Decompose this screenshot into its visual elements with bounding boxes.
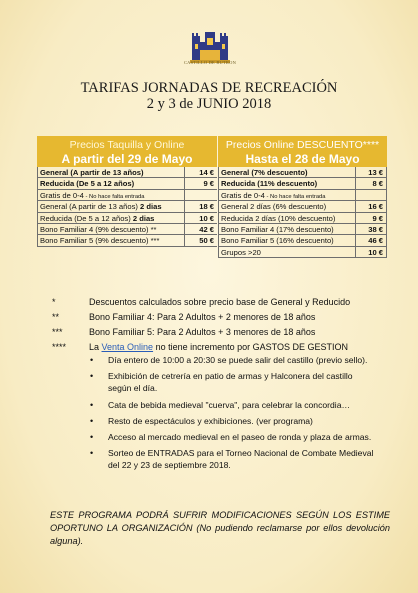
list-item-text: Resto de espectáculos y exhibiciones. (ver programa) <box>108 415 313 426</box>
right-header-line2: Hasta el 28 de Mayo <box>245 152 360 166</box>
footnote-pre: La <box>89 342 102 352</box>
table-row <box>37 178 387 189</box>
left-label <box>37 190 184 201</box>
left-header-line2: A partir del 29 de Mayo <box>61 152 193 166</box>
right-label-text: Gratis de 0-4 <box>221 190 265 200</box>
castle-logo-icon <box>190 30 230 64</box>
left-header-line1: Precios Taquilla y Online <box>69 139 185 151</box>
page-title: TARIFAS JORNADAS DE RECREACIÓN <box>80 80 338 96</box>
list-item <box>90 447 374 471</box>
footnotes <box>52 296 392 356</box>
right-label: Bono Familiar 4 (17% descuento) <box>218 224 355 235</box>
right-label <box>218 190 355 201</box>
right-header-line1: Precios Online DESCUENTO**** <box>225 139 380 151</box>
left-price: 18 € <box>184 201 217 212</box>
list-item-text: Acceso al mercado medieval en el paseo de ronda y plaza de armas. <box>108 432 372 443</box>
right-price: 10 € <box>355 247 387 258</box>
left-label: Bono Familiar 5 (9% descuento) *** <box>37 235 184 246</box>
right-label-note: - No hace falta entrada <box>264 193 326 200</box>
list-item <box>90 415 374 427</box>
left-price: 9 € <box>184 178 217 189</box>
right-label: Reducida 2 días (10% descuento) <box>218 213 355 224</box>
left-label: Bono Familiar 4 (9% descuento) ** <box>37 224 184 235</box>
venta-online-link[interactable]: Venta Online <box>101 342 154 352</box>
footnote-text: Bono Familiar 5: Para 2 Adultos + 3 menores de 18 años <box>89 327 316 337</box>
left-price <box>184 247 217 258</box>
left-label-text: Reducida (De 5 a 12 años) <box>40 213 133 223</box>
footnote-mark: ** <box>52 312 60 322</box>
list-item-text: Día entero de 10:00 a 20:30 se puede salir del castillo (previo sello). <box>108 355 368 365</box>
table-rows <box>37 167 387 258</box>
left-price: 42 € <box>184 224 217 235</box>
right-price <box>355 190 387 201</box>
bullet-icon: • <box>90 432 94 443</box>
left-price: 50 € <box>184 235 217 246</box>
right-label: General (7% descuento) <box>218 167 355 178</box>
right-price: 13 € <box>355 167 387 178</box>
left-price <box>184 190 217 201</box>
left-label-note: - No hace falta entrada <box>83 193 145 200</box>
table-row <box>37 224 387 235</box>
list-item-text: Cata de bebida medieval "cuerva", para celebrar la concordia… <box>108 399 351 410</box>
footnote-rest: no tiene incremento por GASTOS DE GESTION <box>153 342 348 352</box>
left-label: General (A partir de 13 años) <box>37 167 184 178</box>
left-label-text: Gratis de 0-4 <box>40 190 84 200</box>
table-row <box>37 235 387 246</box>
list-item <box>90 354 374 366</box>
list-item-text: Exhibición de cetrería en patio de armas y Halconera del castillo según el día. <box>108 371 353 394</box>
left-label <box>37 247 184 258</box>
right-label: Reducida (11% descuento) <box>218 178 355 189</box>
right-price: 46 € <box>355 235 387 246</box>
footnote-text: Descuentos calculados sobre precio base de General y Reducido <box>89 297 351 307</box>
footnote-mark: *** <box>52 327 63 337</box>
list-item <box>90 431 374 443</box>
footnote-text: Bono Familiar 4: Para 2 Adultos + 2 menores de 18 años <box>89 312 316 322</box>
logo-text: CASTILLO DE BUTRON <box>183 60 237 65</box>
right-price: 9 € <box>355 213 387 224</box>
footnote-mark: **** <box>52 342 67 352</box>
right-label: General 2 días (6% descuento) <box>218 201 355 212</box>
footnote <box>52 326 392 341</box>
bullet-icon: • <box>90 399 94 410</box>
right-price: 38 € <box>355 224 387 235</box>
table-row <box>37 213 387 224</box>
table-row <box>37 190 387 201</box>
right-label: Bono Familiar 5 (16% descuento) <box>218 235 355 246</box>
table-row <box>37 201 387 212</box>
disclaimer: ESTE PROGRAMA PODRÁ SUFRIR MODIFICACIONES SEGÚN LOS ESTIME OPORTUNO LA ORGANIZACIÓN (No pudiendo reclamarse por ellos devolución alguna). <box>50 510 390 547</box>
footnote <box>52 296 392 311</box>
left-price: 14 € <box>184 167 217 178</box>
left-label: Reducida (De 5 a 12 años) <box>37 178 184 189</box>
activities-list <box>90 354 374 476</box>
left-price: 10 € <box>184 213 217 224</box>
left-label-suffix: 2 dias <box>132 213 155 223</box>
left-label <box>37 213 184 224</box>
page-subtitle: 2 y 3 de JUNIO 2018 <box>146 96 272 112</box>
bullet-icon: • <box>90 355 94 365</box>
bullet-icon: • <box>90 448 94 459</box>
right-label: Grupos >20 <box>218 247 355 258</box>
footnote-text <box>89 341 348 353</box>
left-header <box>37 136 217 167</box>
right-price: 8 € <box>355 178 387 189</box>
bullet-icon: • <box>90 371 94 382</box>
left-label-text: General (A partir de 13 años) <box>40 202 141 212</box>
list-item-text: Sorteo de ENTRADAS para el Torneo Nacional de Combate Medieval del 22 y 23 de septiembre 2018. <box>108 448 374 471</box>
right-header <box>218 136 387 167</box>
left-label-suffix: 2 dias <box>140 202 162 212</box>
footnote <box>52 311 392 326</box>
table-row <box>37 247 387 258</box>
bullet-icon: • <box>90 415 94 426</box>
left-label <box>37 201 184 212</box>
table-row <box>37 167 387 178</box>
right-price: 16 € <box>355 201 387 212</box>
footnote-mark: * <box>52 297 56 307</box>
list-item <box>90 370 374 394</box>
list-item <box>90 399 374 411</box>
